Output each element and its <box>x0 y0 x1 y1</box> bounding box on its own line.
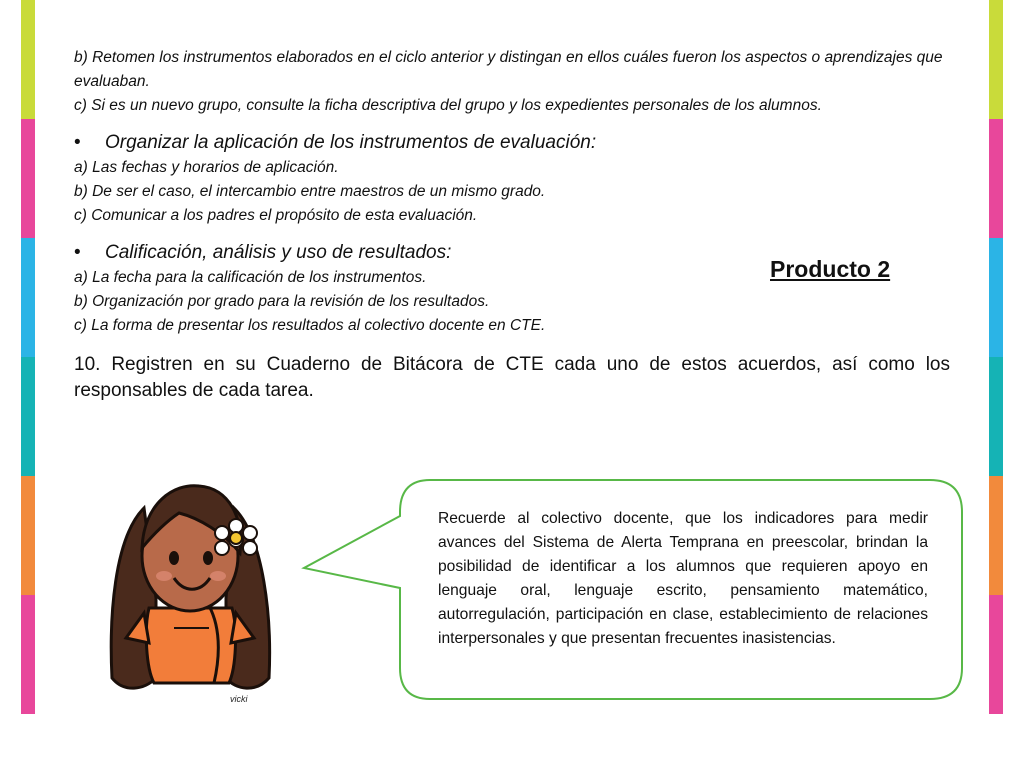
bullet-icon: • <box>74 132 81 153</box>
list-item: b) De ser el caso, el intercambio entre maestros de un mismo grado. <box>74 183 546 200</box>
illustrator-signature: vicki <box>230 694 248 704</box>
slide-content <box>74 46 950 404</box>
right-color-stripe <box>989 0 1003 714</box>
stripe-segment <box>989 476 1003 595</box>
stripe-segment <box>21 119 35 238</box>
section-title: Organizar la aplicación de los instrumentos de evaluación: <box>105 132 597 153</box>
stripe-segment <box>21 238 35 357</box>
list-item: c) La forma de presentar los resultados al colectivo docente en CTE. <box>74 317 546 334</box>
bubble-text: Recuerde al colectivo docente, que los indicadores para medir avances del Sistema de Alerta Temprana en preescolar, brindan la posibilidad de identificar a los alumnos que requieren apoyo en lenguaje oral, lenguaje escrito, pensamiento matemático, autorregulación, participación en clase, establecimiento de relaciones interpersonales y que presentan frecuentes inasistencias. <box>438 510 928 647</box>
stripe-segment <box>989 238 1003 357</box>
list-item: c) Comunicar a los padres el propósito de esta evaluación. <box>74 207 478 224</box>
stripe-segment <box>21 357 35 476</box>
stripe-segment <box>989 357 1003 476</box>
bullet-icon: • <box>74 242 81 263</box>
producto-label: Producto 2 <box>770 256 891 282</box>
section-organizar-title <box>74 130 950 156</box>
list-item: b) Organización por grado para la revisión de los resultados. <box>74 293 490 310</box>
stripe-segment <box>21 0 35 119</box>
stripe-segment <box>989 119 1003 238</box>
stripe-segment <box>21 476 35 595</box>
step-10-instruction: 10. Registren en su Cuaderno de Bitácora de CTE cada uno de estos acuerdos, así como los responsables de cada tarea. <box>74 354 950 401</box>
list-item: a) La fecha para la calificación de los instrumentos. <box>74 269 427 286</box>
intro-line: b) Retomen los instrumentos elaborados en el ciclo anterior y distingan en ellos cuáles fueron los aspectos o aprendizajes que evaluaban. <box>74 49 943 90</box>
left-color-stripe <box>21 0 35 714</box>
intro-line: c) Si es un nuevo grupo, consulte la ficha descriptiva del grupo y los expedientes personales de los alumnos. <box>74 97 822 114</box>
girl-with-flower-icon <box>104 478 276 708</box>
stripe-segment <box>989 595 1003 714</box>
stripe-segment <box>21 595 35 714</box>
section-title: Calificación, análisis y uso de resultados: <box>105 242 452 263</box>
list-item: a) Las fechas y horarios de aplicación. <box>74 159 339 176</box>
stripe-segment <box>989 0 1003 119</box>
